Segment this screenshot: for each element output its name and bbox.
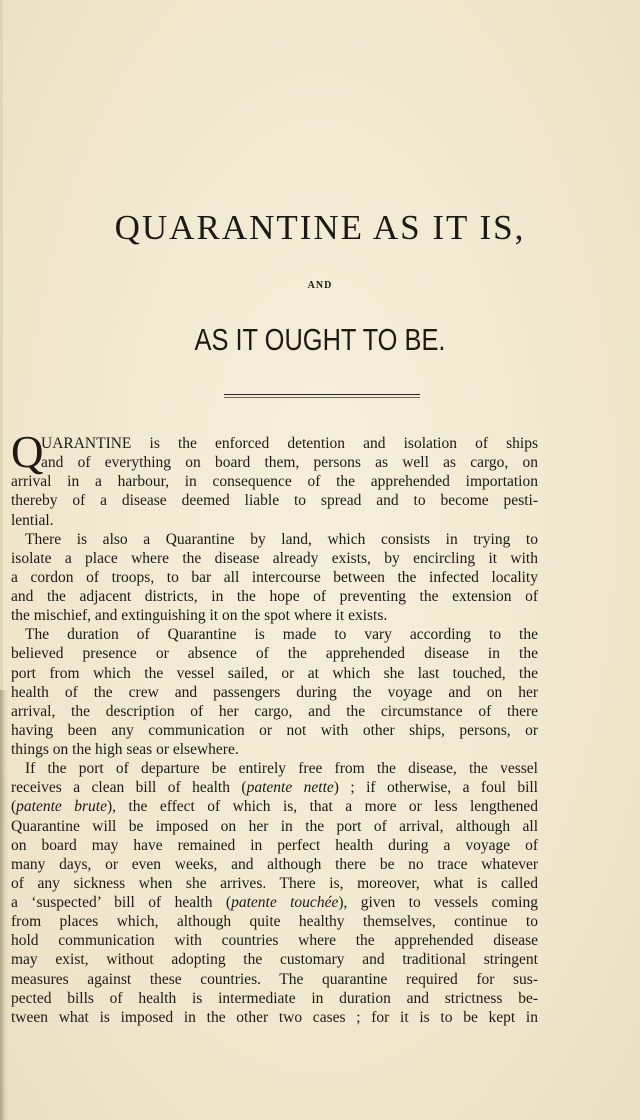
text-line: and of everything on board them, persons as well as cargo, on [41,454,538,472]
binding-shadow [0,690,8,1120]
drop-cap: Q [11,427,44,477]
text-line: and the adjacent districts, in the hope of preventing the extension of [11,588,538,605]
text-line: of any sickness when she arrives. There is, moreover, what is called [11,874,538,892]
text-line: Q UARANTINE is the enforced detention and isolation of ships [11,427,538,477]
text-line: The duration of Quarantine is made to vary according to the [25,626,538,644]
text-line: from places which, although quite healthy themselves, continue to [11,913,538,931]
chapter-title: QUARANTINE AS IT IS, [114,208,526,247]
text-line: isolate a place where the disease already exists, by encircling it with [11,549,538,567]
text-line: (patente brute), the effect of which is, that a more or less lengthened [11,798,538,816]
title-connector: AND [307,280,333,291]
text-line: believed presence or absence of the apprehended disease in the [11,645,538,663]
text-line: receives a clean bill of health (patente nette) ; if otherwise, a foul bill [11,779,538,797]
text-line: a ‘suspected’ bill of health (patente touchée), given to vessels coming [11,894,538,911]
text-line: having been any communication or not with other ships, persons, or [11,721,538,739]
text-line: health of the crew and passengers during the voyage and on her [11,683,538,701]
title-rule [224,394,420,395]
text-line: may exist, without adopting the customary and traditional stringent [11,951,538,969]
text-line: measures against these countries. The quarantine required for sus- [11,970,538,988]
text-line: pected bills of health is intermediate in duration and strictness be- [11,989,538,1007]
body-text [11,427,538,1027]
chapter-subtitle: AS IT OUGHT TO BE. [194,322,446,357]
text-line: lential. [11,511,54,529]
text-line: There is also a Quarantine by land, which consists in trying to [25,530,538,548]
text-line: hold communication with countries where the apprehended disease [11,932,538,950]
text-line: a cordon of troops, to bar all intercourse between the infected locality [11,568,538,586]
text-line: many days, or even weeks, and although there be no trace whatever [11,855,538,873]
text-line: on board may have remained in perfect health during a voyage of [11,836,538,854]
text-line: arrival, the description of her cargo, and the circumstance of there [11,702,538,720]
text-line: things on the high seas or elsewhere. [11,741,239,758]
text-line: tween what is imposed in the other two cases ; for it is to be kept in [11,1008,538,1026]
text-line: Quarantine will be imposed on her in the port of arrival, although all [11,817,538,835]
text-line: thereby of a disease deemed liable to spread and to become pesti- [11,492,538,510]
text-line: the mischief, and extinguishing it on the spot where it exists. [11,607,388,625]
text-line: arrival in a harbour, in consequence of the apprehended importation [11,473,538,491]
text-line: port from which the vessel sailed, or at which she last touched, the [11,664,538,682]
text-line: If the port of departure be entirely free from the disease, the vessel [25,760,538,778]
